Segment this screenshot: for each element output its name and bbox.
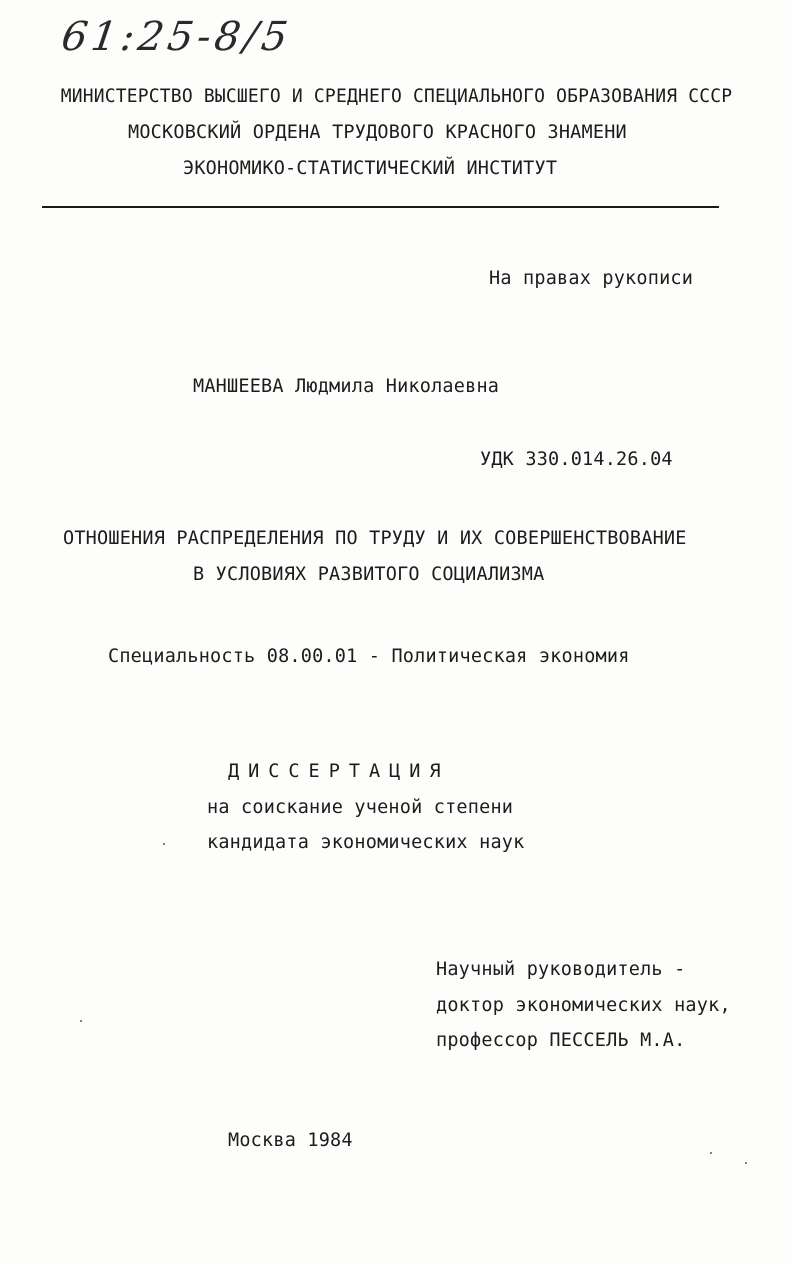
supervisor-line1: Научный руководитель - (436, 959, 686, 980)
author-name: МАНШЕЕВА Людмила Николаевна (193, 376, 500, 397)
udk-code: УДК 330.014.26.04 (480, 449, 673, 470)
thesis-title-line1: ОТНОШЕНИЯ РАСПРЕДЕЛЕНИЯ ПО ТРУДУ И ИХ СОВЕРШЕНСТВОВАНИЕ (63, 528, 687, 549)
specialty-line: Специальность 08.00.01 - Политическая экономия (108, 646, 630, 667)
archive-handwritten-note: 61:25-8/5 (58, 14, 295, 60)
supervisor-line3: профессор ПЕССЕЛЬ М.А. (436, 1030, 686, 1051)
scan-speck (80, 1020, 82, 1022)
institute-heading-line2: ЭКОНОМИКО-СТАТИСТИЧЕСКИЙ ИНСТИТУТ (183, 158, 558, 179)
degree-line1: на соискание ученой степени (207, 797, 514, 818)
institute-heading-line1: МОСКОВСКИЙ ОРДЕНА ТРУДОВОГО КРАСНОГО ЗНАМЕНИ (128, 122, 627, 143)
thesis-title-line2: В УСЛОВИЯХ РАЗВИТОГО СОЦИАЛИЗМА (193, 564, 545, 585)
scan-speck (163, 843, 165, 845)
dissertation-label: ДИССЕРТАЦИЯ (228, 761, 450, 782)
scan-speck (745, 1162, 747, 1164)
supervisor-line2: доктор экономических наук, (436, 995, 731, 1016)
place-and-year: Москва 1984 (228, 1130, 353, 1151)
scan-speck (710, 1152, 712, 1154)
degree-line2: кандидата экономических наук (207, 832, 525, 853)
header-divider (42, 206, 719, 208)
manuscript-rights: На правах рукописи (489, 268, 694, 289)
ministry-heading: МИНИСТЕРСТВО ВЫСШЕГО И СРЕДНЕГО СПЕЦИАЛЬНОГО ОБРАЗОВАНИЯ СССР (60, 86, 733, 107)
